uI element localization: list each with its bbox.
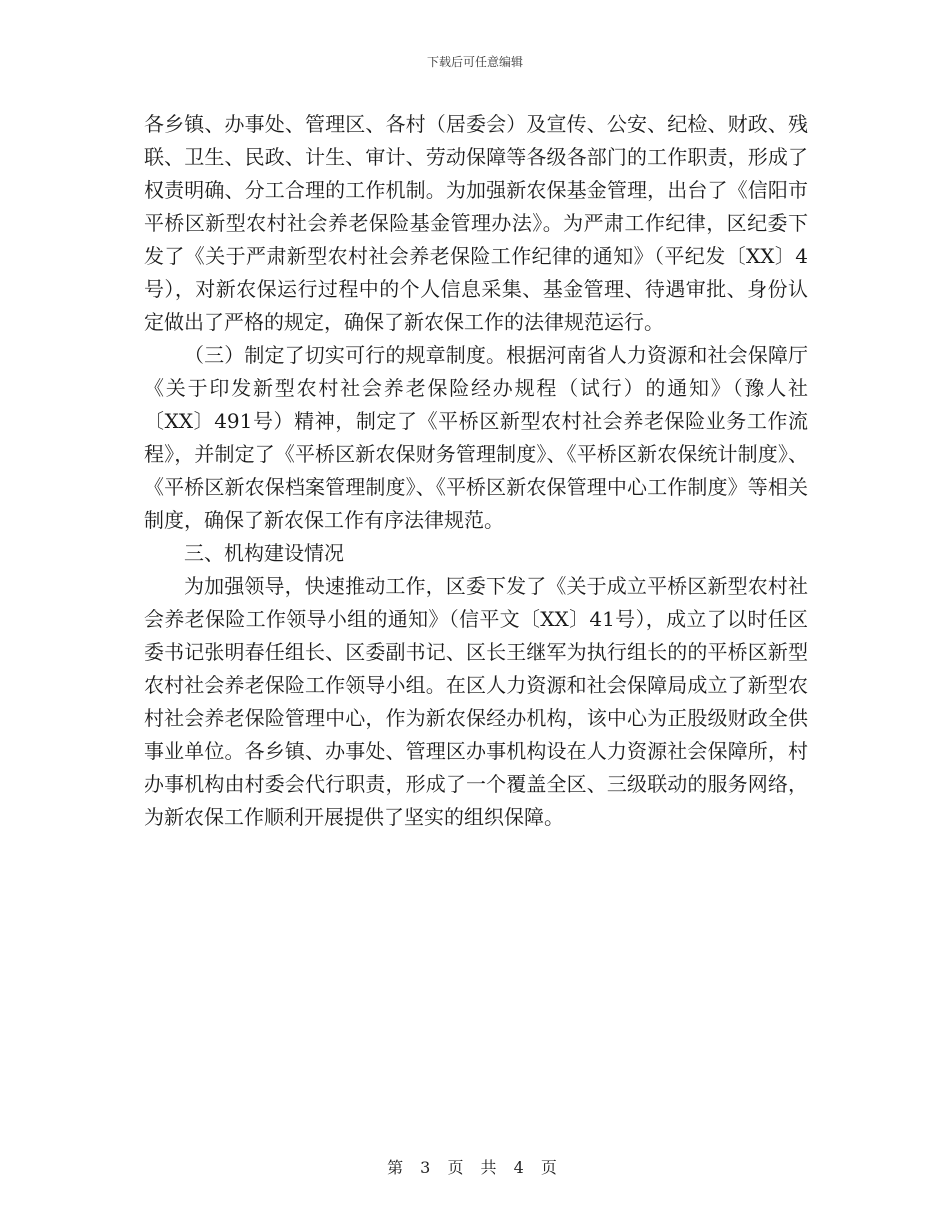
page-header: 下载后可任意编辑 — [426, 55, 523, 69]
paragraph-institution: 为加强领导，快速推动工作，区委下发了《关于成立平桥区新型农村社会养老保险工作领导小组的通知》（信平文〔XX〕41号），成立了以时任区委书记张明春任组长、区委副书记、区长王继军为执行组长的的平桥区新型农村社会养老保险工作领导小组。在区人力资源和社会保障局成立了新型农村社会养老保险管理中心，作为新农保经办机构，该中心为正股级财政全供事业单位。各乡镇、办事处、管理区办事机构设在人力资源社会保障所，村办事机构由村委会代行职责，形成了一个覆盖全区、三级联动的服务网络，为新农保工作顺利开展提供了坚实的组织保障。 — [144, 574, 808, 829]
page-number-footer: 第 3 页 共 4 页 — [387, 1158, 563, 1177]
document-body — [144, 108, 808, 834]
paragraph-regulations: （三）制定了切实可行的规章制度。根据河南省人力资源和社会保障厅《关于印发新型农村社会养老保险经办规程（试行）的通知》（豫人社〔XX〕491号）精神，制定了《平桥区新型农村社会养老保险业务工作流程》，并制定了《平桥区新农保财务管理制度》、《平桥区新农保统计制度》、《平桥区新农保档案管理制度》、《平桥区新农保管理中心工作制度》等相关制度，确保了新农保工作有序法律规范。 — [144, 343, 808, 532]
paragraph-continuation: 各乡镇、办事处、管理区、各村（居委会）及宣传、公安、纪检、财政、残联、卫生、民政、计生、审计、劳动保障等各级各部门的工作职责，形成了权责明确、分工合理的工作机制。为加强新农保基金管理，出台了《信阳市平桥区新型农村社会养老保险基金管理办法》。为严肃工作纪律，区纪委下发了《关于严肃新型农村社会养老保险工作纪律的通知》（平纪发〔XX〕4号），对新农保运行过程中的个人信息采集、基金管理、待遇审批、身份认定做出了严格的规定，确保了新农保工作的法律规范运行。 — [144, 112, 808, 334]
section-heading-institution: 三、机构建设情况 — [184, 541, 344, 565]
